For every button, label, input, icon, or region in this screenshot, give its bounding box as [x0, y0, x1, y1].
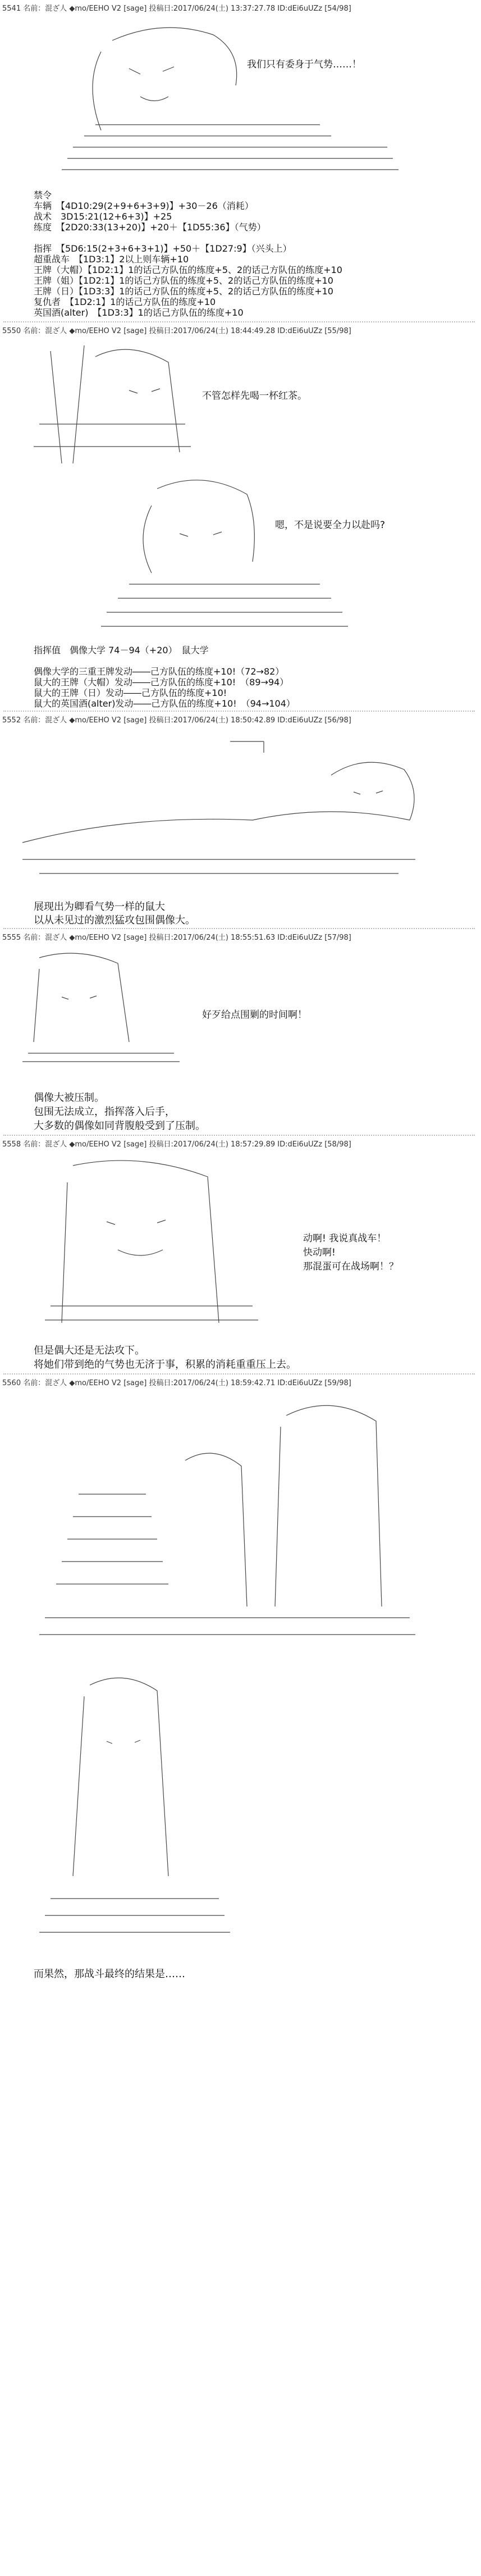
narration-line: 展现出为卿看气势一样的鼠大	[34, 901, 165, 913]
post-separator	[3, 321, 475, 322]
stat-line: 鼠大的英国酒(alter)发动――己方队伍的练度+10! （94→104）	[34, 698, 295, 709]
speech-bubble: 快动啊!	[303, 1247, 336, 1258]
post-separator	[3, 711, 475, 712]
ascii-art-figure	[17, 340, 443, 469]
stat-line: 超重战车 【1D3:1】2以上则车辆+10	[34, 254, 189, 265]
post-header: 5560 名前：混ざ人 ◆mo/EEHO V2 [sage] 投稿日:2017/06/24(土) 18:59:42.71 ID:dEi6uUZz [59/98]	[2, 1379, 351, 1387]
narration-line: 以从未见过的激烈猛攻包围偶像大。	[34, 914, 195, 926]
stat-line: 复仇者 【1D2:1】1的话己方队伍的练度+10	[34, 297, 216, 307]
narration-line: 将她们带到绝的气势也无济于事，积累的消耗重重压上去。	[34, 1359, 296, 1371]
post-header: 5555 名前：混ざ人 ◆mo/EEHO V2 [sage] 投稿日:2017/06/24(土) 18:55:51.63 ID:dEi6uUZz [57/98]	[2, 934, 351, 942]
narration-line: 大多数的偶像如同背腹般受到了压制。	[34, 1120, 205, 1132]
stat-line: 指挥值 偶像大学 74－94（+20） 鼠大学	[34, 645, 209, 656]
stat-line: 禁令	[34, 190, 52, 201]
stat-line: 王牌（姐）【1D2:1】1的话己方队伍的练度+5、2的话己方队伍的练度+10	[34, 275, 333, 286]
ascii-art-figure	[17, 472, 443, 635]
post-separator	[3, 1135, 475, 1136]
stat-line: 王牌（大帽）【1D2:1】1的话己方队伍的练度+5、2的话己方队伍的练度+10	[34, 265, 342, 275]
post-header: 5552 名前：混ざ人 ◆mo/EEHO V2 [sage] 投稿日:2017/06/24(土) 18:50:42.89 ID:dEi6uUZz [56/98]	[2, 716, 351, 725]
ascii-art-figure	[17, 730, 443, 888]
stat-line: 指挥 【5D6:15(2+3+6+3+1)】+50＋【1D27:9】（兴头上）	[34, 243, 292, 254]
speech-bubble: 不管怎样先喝一杯红茶。	[202, 390, 307, 402]
speech-bubble: 动啊! 我说真战车！	[303, 1233, 387, 1244]
narration-line: 而果然，那战斗最终的结果是……	[34, 1968, 185, 1980]
stat-line: 英国酒(alter) 【1D3:3】1的话己方队伍的练度+10	[34, 307, 244, 318]
stat-line: 王牌（日）【1D3:3】1的话己方队伍的练度+5、2的话己方队伍的练度+10	[34, 286, 333, 297]
narration-line: 偶像大被压制。	[34, 1092, 104, 1104]
stat-line: 战术 3D15:21(12+6+3)】+25	[34, 211, 172, 222]
post-header: 5558 名前：混ざ人 ◆mo/EEHO V2 [sage] 投稿日:2017/06/24(土) 18:57:29.89 ID:dEi6uUZz [58/98]	[2, 1140, 351, 1149]
stat-line: 练度 【2D20:33(13+20)】+20＋【1D55:36】（气势）	[34, 222, 266, 233]
post-header: 5541 名前：混ざ人 ◆mo/EEHO V2 [sage] 投稿日:2017/06/24(土) 13:37:27.78 ID:dEi6uUZz [54/98]	[2, 4, 351, 13]
narration-line: 但是偶大还是无法攻下。	[34, 1345, 145, 1357]
ascii-art-figure	[17, 18, 443, 181]
speech-bubble: 那混蛋可在战场啊！？	[303, 1261, 398, 1272]
post-separator	[3, 928, 475, 929]
ascii-art-figure	[17, 1154, 443, 1334]
narration-line: 包围无法成立，指挥落入后手，	[34, 1106, 175, 1118]
stat-line: 偶像大学的三重王牌发动――己方队伍的练度+10!（72→82）	[34, 666, 285, 677]
post-separator	[3, 1373, 475, 1375]
speech-bubble: 嗯，不是说要全力以赴吗?	[275, 520, 386, 531]
post-header: 5550 名前：混ざ人 ◆mo/EEHO V2 [sage] 投稿日:2017/06/24(土) 18:44:49.28 ID:dEi6uUZz [55/98]	[2, 327, 351, 335]
speech-bubble: 我们只有委身于气势……！	[247, 59, 361, 70]
stat-line: 车辆 【4D10:29(2+9+6+3+9)】+30－26（消耗）	[34, 201, 254, 211]
ascii-art-figure	[17, 1393, 443, 1955]
stat-line: 鼠大的王牌（大帽）发动――己方队伍的练度+10! （89→94）	[34, 677, 289, 688]
stat-line: 鼠大的王牌（日）发动――己方队伍的练度+10!	[34, 688, 227, 698]
ascii-art-figure	[17, 946, 443, 1064]
speech-bubble: 好歹给点围剿的时间啊！	[202, 1009, 307, 1021]
